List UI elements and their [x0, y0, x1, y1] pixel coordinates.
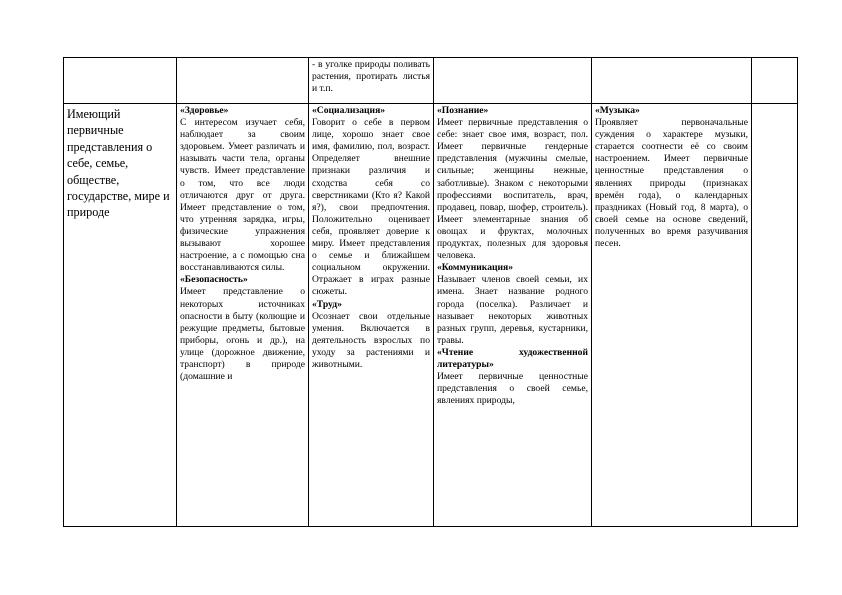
section-heading: «Труд» [312, 298, 342, 310]
section-heading: «Безопасность» [180, 274, 248, 286]
section-heading: «Чтение художественной литературы» [437, 346, 588, 370]
section-heading: «Социализация» [312, 105, 386, 116]
table-cell [752, 58, 798, 104]
section-heading: «Коммуникация» [437, 262, 514, 274]
section-text: Имеет представление о некоторых источниках опасности в быту (колющие и режущие предметы, бытовые приборы, огонь и др.), на улице (дорожное движение, транспорт) в природе (домашние и [180, 286, 305, 383]
section-text: Проявляет первоначальные суждения о характере музыки, старается соотнести её со своим настроением. Имеет первичные ценностные представления о явлениях природы (признаках времён года), о календарных праздниках (Новый год, 8 марта), о своей семье на основе сведений, полученных во время разучивания песен. [595, 117, 748, 250]
section-heading: «Здоровье» [180, 105, 229, 116]
section-text: Называет членов своей семьи, их имена. Знает название родного города (поселка). Различает и называет некоторых животных разных групп, деревья, кустарники, травы. [437, 274, 588, 346]
section-text: Говорит о себе в первом лице, хорошо знает свое имя, фамилию, пол, возраст. Определяет внешние признаки различия и сходства себя со сверстниками (Кто я? Какой я?), свои предпочтения. Положительно оценивает себя, проявляет доверие к миру. Имеет представления о семье и ближайшем социальном окружении. Отражает в играх разные сюжеты. [312, 117, 430, 298]
table-cell [592, 58, 752, 104]
table-cell [177, 58, 309, 104]
competency-table [63, 57, 798, 527]
table-cell [752, 104, 798, 527]
cognition-communication-cell [434, 104, 592, 527]
quality-cell [64, 104, 177, 527]
table-row [64, 104, 798, 527]
section-heading: «Музыка» [595, 105, 640, 116]
table-cell [434, 58, 592, 104]
socialization-labor-cell [309, 104, 434, 527]
section-text: С интересом изучает себя, наблюдает за своим здоровьем. Умеет различать и называть части тела, органы чувств. Имеет представление о том, что все люди отличаются друг от друга. Имеет представление о том, что утренняя зарядка, игры, физические упражнения вызывают хорошее настроение, а с помощью сна восстанавливаются силы. [180, 117, 305, 274]
table-row [64, 58, 798, 104]
section-text: Имеет первичные ценностные представления о своей семье, явлениях природы, [437, 371, 588, 407]
section-heading: «Познание» [437, 105, 489, 116]
table-cell [64, 58, 177, 104]
section-text: Осознает свои отдельные умения. Включается в деятельность взрослых по уходу за растениями и животными. [312, 310, 430, 370]
music-cell [592, 104, 752, 527]
table-cell [309, 58, 434, 104]
cell-text: - в уголке природы поливать растения, протирать листья и т.п. [312, 59, 430, 95]
quality-text: Имеющий первичные представления о себе, семье, обществе, государстве, мире и природе [67, 107, 170, 220]
health-safety-cell [177, 104, 309, 527]
section-text: Имеет первичные представления о себе: знает свое имя, возраст, пол. Имеет первичные гендерные представления (мужчины смелые, сильные; женщины нежные, заботливые). Знаком с некоторыми профессиями воспитатель, врач, продавец, повар, шофер, строитель). Имеет элементарные знания об овощах и фруктах, молочных продуктах, полезных для здоровья человека. [437, 117, 588, 262]
